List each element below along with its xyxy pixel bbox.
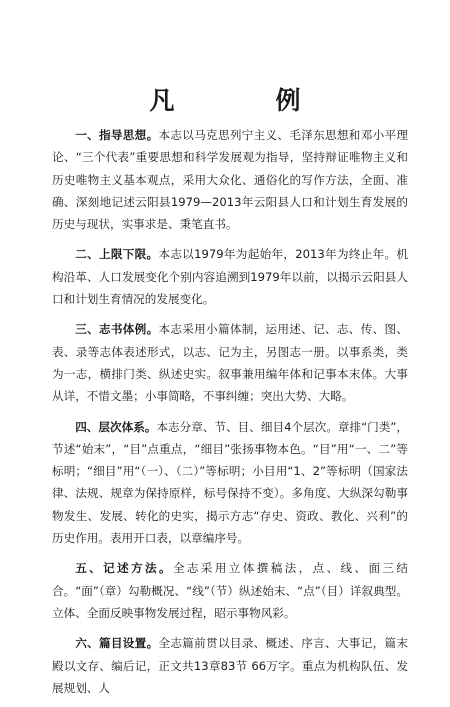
- paragraph-heading: 二、上限下限。: [75, 247, 159, 262]
- paragraph-hierarchy: [52, 416, 408, 550]
- paragraph-narrative-method: [52, 557, 408, 624]
- paragraph-text: 本志分章、节、目、细目4个层次。章排“门类”，节述“始末”，“目”点重点，“细目”张扬事物本色。“目”用“一、二”等标明；“细目”用“（一）、（二）”等标明；小目用“1、2”等标明（国家法律、法规、规章为保持原样，标号保持不变）。多角度、大纵深勾勒事物发生、发展、转化的史实，揭示方志“存史、资政、教化、兴利”的历史作用。表用开口表，以章编序号。: [52, 419, 408, 546]
- paragraph-text: 本志以马克思列宁主义、毛泽东思想和邓小平理论、“三个代表”重要思想和科学发展观为指导，坚持辩证唯物主义和历史唯物主义基本观点，采用大众化、通俗化的写作方法，全面、准确、深刻地记述云阳县1979—2013年云阳县人口和计划生育发展的历史与现状，实事求是、秉笔直书。: [52, 128, 408, 232]
- paragraph-section-setup: [52, 632, 408, 699]
- paragraph-style-format: [52, 318, 408, 407]
- paragraph-text: 全志采用立体撰稿法，点、线、面三结合。“面”（章）勾勒概况、“线”（节）纵述始末、“点”（目）详叙典型。立体、全面反映事物发展过程，昭示事物风彩。: [52, 561, 408, 620]
- paragraph-heading: 六、篇目设置。: [75, 636, 159, 651]
- paragraph-heading: 一、指导思想。: [75, 128, 159, 142]
- paragraph-text: 本志采用小篇体制，运用述、记、志、传、图、表、录等志体表述形式，以志、记为主，另图志一册。以事系类，类为一志，横排门类、纵述史实。叙事兼用编年体和记事本末体。大事从详，不惜文墨；小事简略，不事纠缠；突出大势、大略。: [52, 322, 408, 404]
- page-title: 凡 例: [149, 86, 339, 115]
- paragraph-heading: 四、层次体系。: [75, 419, 157, 434]
- paragraph-heading: 三、志书体例。: [75, 322, 159, 337]
- paragraph-text: 全志篇前贯以目录、概述、序言、大事记，篇末殿以文存、编后记，正文共13章83节 66万字。重点为机构队伍、发展规划、人: [52, 636, 408, 695]
- paragraph-guiding-ideology: [52, 124, 408, 235]
- paragraph-text: 本志以1979年为起始年，2013年为终止年。机构沿革、人口发展变化个别内容追溯到1979年以前，以揭示云阳县人口和计划生育情况的发展变化。: [52, 247, 408, 307]
- paragraph-time-limits: [52, 243, 408, 310]
- paragraph-heading: 五、记述方法。: [75, 561, 173, 576]
- document-body: [52, 124, 408, 707]
